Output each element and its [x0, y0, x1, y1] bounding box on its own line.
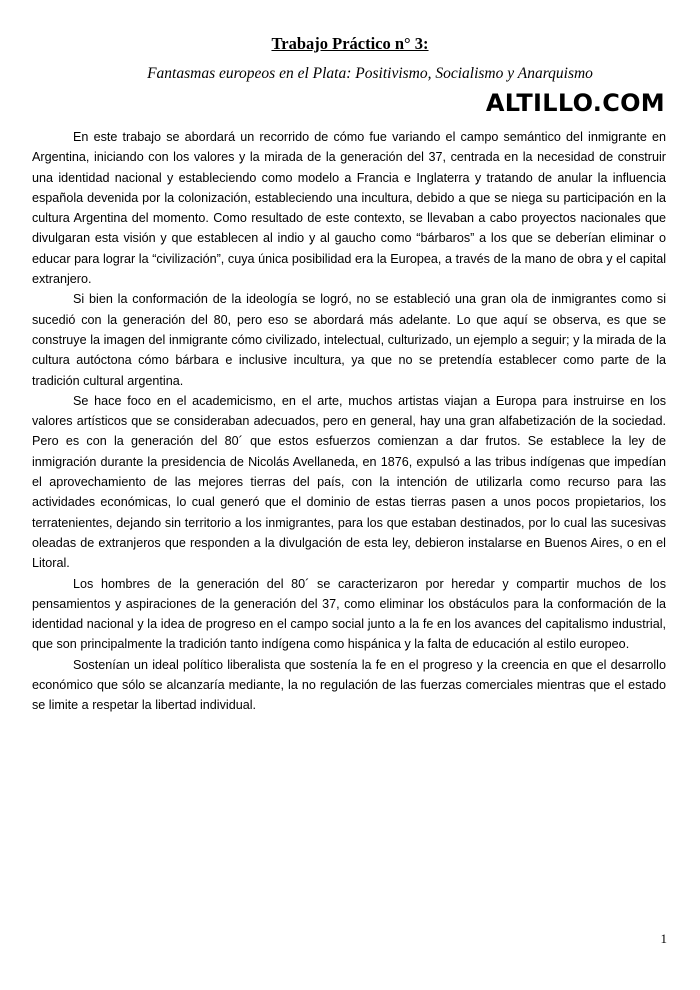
- watermark-logo: ALTILLO.COM: [485, 89, 665, 117]
- paragraph-4: Los hombres de la generación del 80´ se caracterizaron por heredar y compartir muchos de los pensamientos y aspiraciones de la generación del 37, como eliminar los obstáculos para la conformación de la identidad nacional y la idea de progreso en el campo social junto a la fe en los avances del capitalismo industrial, que son principalmente la tradición tanto indígena como hispánica y la falta de educación al estilo europeo.: [32, 576, 666, 652]
- document-title: Trabajo Práctico n° 3:: [271, 34, 429, 53]
- document-body: [32, 127, 666, 716]
- page-number: 1: [660, 931, 667, 946]
- paragraph-3: Se hace foco en el academicismo, en el arte, muchos artistas viajan a Europa para instruirse en los valores artísticos que se consideraban adecuados, pero en general, hay una gran alfabetización de la sociedad. Pero es con la generación del 80´ que estos esfuerzos comienzan a dar frutos. Se establece la ley de inmigración durante la presidencia de Nicolás Avellaneda, en 1876, expulsó a las tribus indígenas que impedían el aprovechamiento de las mejores tierras del país, con la intención de utilizarla como recurso para las actividades económicas, lo cual generó que el dominio de estas tierras pasen a unos pocos propietarios, los terratenientes, dejando sin territorio a los inmigrantes, para los que estaban destinados, por lo cual las sucesivas oleadas de extranjeros que responden a la divulgación de esta ley, debieron instalarse en Buenos Aires, o en el Litoral.: [32, 393, 666, 571]
- paragraph-5: Sostenían un ideal político liberalista que sostenía la fe en el progreso y la creencia en que el desarrollo económico que sólo se alcanzaría mediante, la no regulación de las fuerzas comerciales mientras que el estado se limite a respetar la libertad individual.: [32, 657, 666, 713]
- document-subtitle: Fantasmas europeos en el Plata: Positivismo, Socialismo y Anarquismo: [147, 65, 593, 82]
- paragraph-2: Si bien la conformación de la ideología se logró, no se estableció una gran ola de inmigrantes como si sucedió con la generación del 80, pero eso se abordará más adelante. Lo que aquí se observa, es que se construye la imagen del inmigrante cómo civilizado, intelectual, culturizado, un ejemplo a seguir; y la mirada de la cultura autóctona cómo bárbara e inclusive incultura, ya que no se pretendía establecer como parte de la tradición cultural argentina.: [32, 292, 666, 388]
- paragraph-1: En este trabajo se abordará un recorrido de cómo fue variando el campo semántico del inmigrante en Argentina, iniciando con los valores y la mirada de la generación del 37, centrada en la necesidad de construir una identidad nacional y estableciendo como modelo a Francia e Inglaterra y tratando de anular la influencia española devenida por la colonización, estableciendo una incultura, debido a que se niega su participación en la cultura Argentina del momento. Como resultado de este contexto, se llevaban a cabo proyectos nacionales que divulgaran esta visión y que establecen al indio y al gaucho como “bárbaros” a los que se deberían eliminar o educar para lograr la “civilización”, cuya única posibilidad era la Europea, a través de la mano de obra y el capital extranjero.: [32, 130, 666, 287]
